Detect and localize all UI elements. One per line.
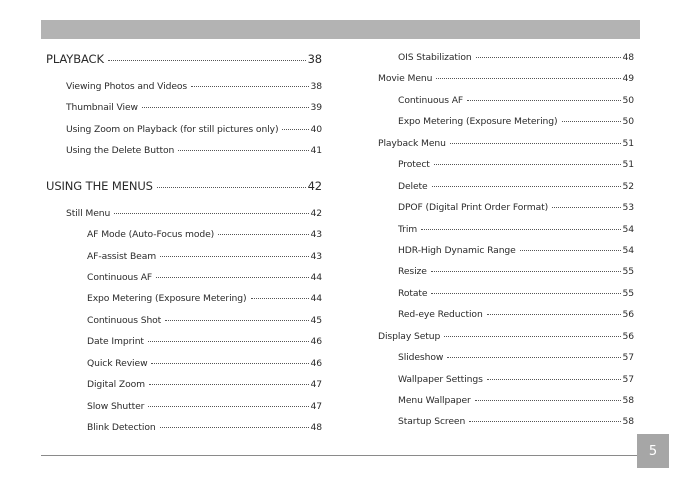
toc-entry[interactable]: [398, 245, 634, 257]
toc-entry[interactable]: [66, 208, 322, 220]
toc-entry[interactable]: [398, 309, 634, 321]
dot-leader: [431, 271, 621, 272]
toc-entry[interactable]: [398, 52, 634, 64]
toc-entry-page: 49: [622, 73, 634, 84]
toc-entry-page: 56: [622, 331, 634, 342]
dot-leader: [282, 129, 308, 130]
dot-leader: [142, 107, 309, 108]
toc-entry[interactable]: [398, 416, 634, 428]
dot-leader: [475, 400, 621, 401]
toc-entry-page: 54: [622, 245, 634, 256]
toc-entry-title: Expo Metering (Exposure Metering): [398, 116, 558, 127]
toc-entry-page: 48: [310, 422, 322, 433]
toc-entry-title: USING THE MENUS: [46, 179, 153, 193]
dot-leader: [444, 336, 620, 337]
toc-entry-page: 45: [310, 315, 322, 326]
toc-entry-title: Delete: [398, 181, 428, 192]
toc-entry-page: 41: [310, 145, 322, 156]
toc-entry-page: 46: [310, 336, 322, 347]
dot-leader: [157, 187, 306, 188]
toc-entry[interactable]: [87, 272, 322, 284]
toc-entry[interactable]: [66, 102, 322, 114]
toc-entry[interactable]: [87, 315, 322, 327]
toc-entry-title: Continuous AF: [398, 95, 464, 106]
toc-entry-page: 38: [310, 81, 322, 92]
dot-leader: [149, 384, 308, 385]
dot-leader: [160, 256, 308, 257]
toc-entry[interactable]: [87, 229, 322, 241]
toc-entry-title: Quick Review: [87, 358, 148, 369]
toc-entry[interactable]: [87, 401, 322, 413]
toc-entry[interactable]: [87, 293, 322, 305]
toc-entry-page: 57: [622, 374, 634, 385]
toc-entry-title: Slow Shutter: [87, 401, 145, 412]
dot-leader: [160, 427, 309, 428]
toc-entry[interactable]: [66, 124, 322, 136]
toc-entry-page: 50: [622, 95, 634, 106]
dot-leader: [476, 57, 621, 58]
toc-section-entry[interactable]: [46, 179, 322, 193]
toc-entry-title: Playback Menu: [378, 138, 446, 149]
toc-entry-title: Resize: [398, 266, 427, 277]
toc-section-entry[interactable]: [46, 52, 322, 66]
dot-leader: [520, 250, 621, 251]
toc-entry-title: Display Setup: [378, 331, 441, 342]
toc-entry[interactable]: [398, 395, 634, 407]
dot-leader: [432, 186, 621, 187]
dot-leader: [114, 213, 308, 214]
toc-entry-page: 40: [310, 124, 322, 135]
dot-leader: [447, 357, 620, 358]
toc-entry[interactable]: [398, 266, 634, 278]
dot-leader: [421, 229, 620, 230]
toc-entry-page: 51: [622, 159, 634, 170]
toc-entry-page: 46: [310, 358, 322, 369]
toc-entry-title: Continuous Shot: [87, 315, 162, 326]
toc-entry[interactable]: [398, 181, 634, 193]
dot-leader: [178, 150, 308, 151]
dot-leader: [431, 293, 620, 294]
toc-entry-title: Wallpaper Settings: [398, 374, 483, 385]
dot-leader: [552, 207, 620, 208]
toc-entry[interactable]: [398, 224, 634, 236]
toc-entry-title: DPOF (Digital Print Order Format): [398, 202, 549, 213]
dot-leader: [251, 298, 309, 299]
toc-entry[interactable]: [398, 352, 634, 364]
dot-leader: [434, 164, 621, 165]
toc-entry[interactable]: [398, 374, 634, 386]
toc-entry-title: Red-eye Reduction: [398, 309, 483, 320]
toc-entry-page: 44: [310, 293, 322, 304]
dot-leader: [108, 60, 306, 61]
toc-entry[interactable]: [398, 202, 634, 214]
dot-leader: [450, 143, 621, 144]
toc-entry-title: AF Mode (Auto-Focus mode): [87, 229, 215, 240]
toc-entry-page: 48: [622, 52, 634, 63]
toc-entry-title: Protect: [398, 159, 430, 170]
toc-entry-page: 55: [622, 288, 634, 299]
toc-entry-title: Movie Menu: [378, 73, 433, 84]
dot-leader: [469, 421, 620, 422]
toc-entry[interactable]: [378, 138, 634, 150]
toc-entry-page: 39: [310, 102, 322, 113]
toc-entry-page: 52: [622, 181, 634, 192]
toc-entry-title: Rotate: [398, 288, 428, 299]
toc-entry-page: 58: [622, 395, 634, 406]
toc-entry-title: Expo Metering (Exposure Metering): [87, 293, 247, 304]
toc-entry-page: 57: [622, 352, 634, 363]
toc-entry[interactable]: [378, 331, 634, 343]
dot-leader: [487, 379, 621, 380]
dot-leader: [148, 341, 309, 342]
toc-entry-title: Digital Zoom: [87, 379, 146, 390]
footer-rule: [41, 455, 637, 456]
toc-entry-title: Continuous AF: [87, 272, 153, 283]
toc-entry-title: AF-assist Beam: [87, 251, 157, 262]
toc-entry-page: 42: [307, 179, 322, 193]
dot-leader: [467, 100, 620, 101]
toc-entry[interactable]: [66, 81, 322, 93]
toc-entry-page: 44: [310, 272, 322, 283]
toc-entry-page: 54: [622, 224, 634, 235]
toc-entry-page: 38: [307, 52, 322, 66]
page-number: 5: [637, 434, 669, 468]
dot-leader: [191, 86, 308, 87]
toc-entry-title: Still Menu: [66, 208, 111, 219]
dot-leader: [487, 314, 621, 315]
toc-entry-title: Using the Delete Button: [66, 145, 175, 156]
dot-leader: [151, 363, 308, 364]
toc-entry-title: Thumbnail View: [66, 102, 138, 113]
toc-entry[interactable]: [87, 358, 322, 370]
dot-leader: [436, 78, 620, 79]
dot-leader: [562, 121, 621, 122]
header-bar: [41, 20, 640, 39]
toc-entry-page: 56: [622, 309, 634, 320]
toc-entry-page: 51: [622, 138, 634, 149]
toc-entry[interactable]: [87, 336, 322, 348]
toc-entry[interactable]: [87, 251, 322, 263]
toc-entry-page: 47: [310, 401, 322, 412]
toc-entry-title: OIS Stabilization: [398, 52, 472, 63]
toc-entry-page: 47: [310, 379, 322, 390]
toc-entry-page: 42: [310, 208, 322, 219]
toc-entry-title: Viewing Photos and Videos: [66, 81, 188, 92]
toc-entry-title: Trim: [398, 224, 418, 235]
toc-entry[interactable]: [398, 95, 634, 107]
toc-entry[interactable]: [398, 288, 634, 300]
dot-leader: [165, 320, 308, 321]
dot-leader: [218, 234, 308, 235]
toc-entry[interactable]: [87, 422, 322, 434]
toc-entry-page: 53: [622, 202, 634, 213]
toc-entry-title: Date Imprint: [87, 336, 144, 347]
toc-entry-title: Startup Screen: [398, 416, 466, 427]
toc-entry[interactable]: [66, 145, 322, 157]
toc-entry-page: 43: [310, 251, 322, 262]
toc-entry-title: Blink Detection: [87, 422, 156, 433]
toc-entry-title: HDR-High Dynamic Range: [398, 245, 516, 256]
toc-entry-title: Slideshow: [398, 352, 444, 363]
toc-entry-title: Menu Wallpaper: [398, 395, 471, 406]
toc-entry-page: 55: [622, 266, 634, 277]
toc-entry-title: Using Zoom on Playback (for still pictures only): [66, 124, 279, 135]
toc-entry[interactable]: [398, 116, 634, 128]
toc-entry[interactable]: [378, 73, 634, 85]
toc-entry-title: PLAYBACK: [46, 52, 104, 66]
toc-entry[interactable]: [398, 159, 634, 171]
toc-entry-page: 43: [310, 229, 322, 240]
toc-entry-page: 58: [622, 416, 634, 427]
toc-entry[interactable]: [87, 379, 322, 391]
dot-leader: [148, 406, 308, 407]
toc-entry-page: 50: [622, 116, 634, 127]
dot-leader: [156, 277, 308, 278]
